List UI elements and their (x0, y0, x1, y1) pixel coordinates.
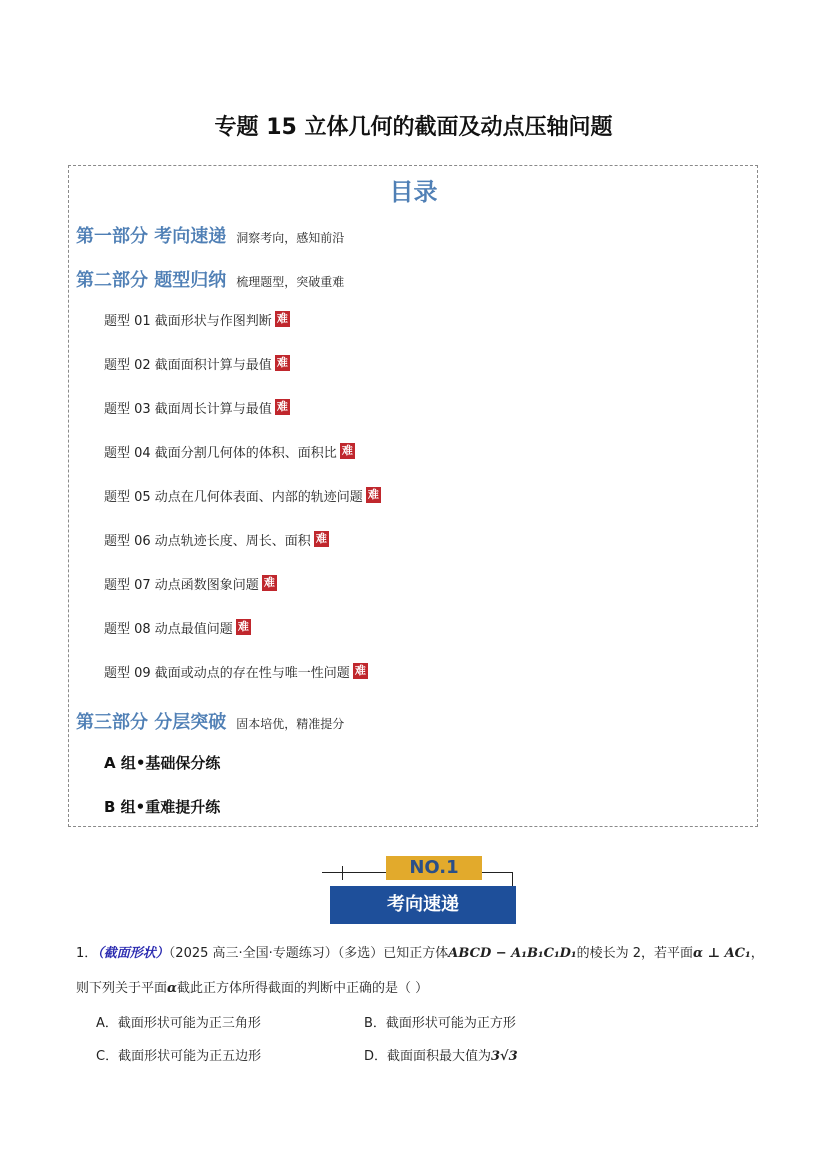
toc-item-label: 题型 05 动点在几何体表面、内部的轨迹问题 (104, 490, 363, 505)
question-text: 的棱长为 2，若平面 (576, 946, 694, 961)
difficulty-badge: 难 (276, 356, 288, 369)
toc-item-02[interactable] (104, 354, 290, 373)
question-1-line2 (76, 977, 428, 996)
banner-line (342, 866, 343, 880)
plane-alpha: α (167, 981, 178, 996)
banner-number: NO.1 (386, 856, 482, 880)
toc-heading: 目录 (389, 178, 438, 206)
toc-part-label: 第三部分 分层突破 (76, 712, 227, 733)
toc-item-07[interactable] (104, 574, 277, 593)
difficulty-badge: 难 (354, 664, 366, 677)
toc-item-08[interactable] (104, 618, 251, 637)
question-tag: （截面形状） (97, 946, 169, 961)
banner-label: 考向速递 (330, 886, 516, 924)
question-text: 则下列关于平面 (76, 981, 168, 996)
section-banner (322, 852, 518, 926)
toc-item-label: 题型 03 截面周长计算与最值 (104, 402, 272, 417)
question-text-end: ， (750, 946, 764, 961)
option-c[interactable]: C．截面形状可能为正五边形 (96, 1049, 262, 1064)
toc-group-a[interactable]: A 组•基础保分练 (104, 754, 221, 772)
cube-name: ABCD − A₁B₁C₁D₁ (448, 946, 577, 961)
question-number: 1． (76, 946, 98, 961)
toc-item-label: 题型 04 截面分割几何体的体积、面积比 (104, 446, 337, 461)
toc-part-1[interactable] (76, 222, 344, 248)
toc-item-label: 题型 01 截面形状与作图判断 (104, 314, 272, 329)
toc-item-03[interactable] (104, 398, 290, 417)
toc-part-subtitle: 梳理题型，突破重难 (236, 275, 345, 289)
toc-part-subtitle: 洞察考向，感知前沿 (236, 231, 345, 245)
plane-condition: α ⊥ AC₁ (693, 946, 751, 961)
question-text: 截此正方体所得截面的判断中正确的是（ ） (177, 981, 429, 996)
toc-item-label: 题型 02 截面面积计算与最值 (104, 358, 272, 373)
banner-line (322, 872, 386, 873)
difficulty-badge: 难 (276, 312, 288, 325)
difficulty-badge: 难 (237, 620, 249, 633)
toc-part-label: 第二部分 题型归纳 (76, 270, 227, 291)
option-a[interactable]: A．截面形状可能为正三角形 (96, 1016, 261, 1031)
difficulty-badge: 难 (263, 576, 275, 589)
toc-item-05[interactable] (104, 486, 381, 505)
toc-part-3[interactable] (76, 708, 344, 734)
option-d-value: 3√3 (491, 1049, 518, 1064)
question-source: （2025 高三·全国·专题练习）（多选）已知正方体 (168, 946, 449, 961)
toc-item-01[interactable] (104, 310, 290, 329)
toc-group-b[interactable]: B 组•重难提升练 (104, 798, 221, 816)
option-b[interactable]: B．截面形状可能为正方形 (364, 1016, 516, 1031)
difficulty-badge: 难 (341, 444, 353, 457)
page-title: 专题 15 立体几何的截面及动点压轴问题 (214, 115, 613, 140)
toc-item-09[interactable] (104, 662, 368, 681)
toc-part-2[interactable] (76, 266, 344, 292)
banner-line (482, 872, 512, 873)
toc-item-label: 题型 08 动点最值问题 (104, 622, 233, 637)
toc-item-04[interactable] (104, 442, 355, 461)
toc-item-label: 题型 09 截面或动点的存在性与唯一性问题 (104, 666, 350, 681)
toc-item-06[interactable] (104, 530, 329, 549)
difficulty-badge: 难 (276, 400, 288, 413)
toc-item-label: 题型 07 动点函数图象问题 (104, 578, 259, 593)
toc-part-subtitle: 固本培优，精准提分 (236, 717, 345, 731)
difficulty-badge: 难 (367, 488, 379, 501)
toc-part-label: 第一部分 考向速递 (76, 226, 227, 247)
difficulty-badge: 难 (315, 532, 327, 545)
option-d[interactable] (364, 1045, 518, 1064)
option-d-text: D．截面面积最大值为 (364, 1049, 492, 1064)
toc-item-label: 题型 06 动点轨迹长度、周长、面积 (104, 534, 311, 549)
question-1 (76, 944, 766, 964)
